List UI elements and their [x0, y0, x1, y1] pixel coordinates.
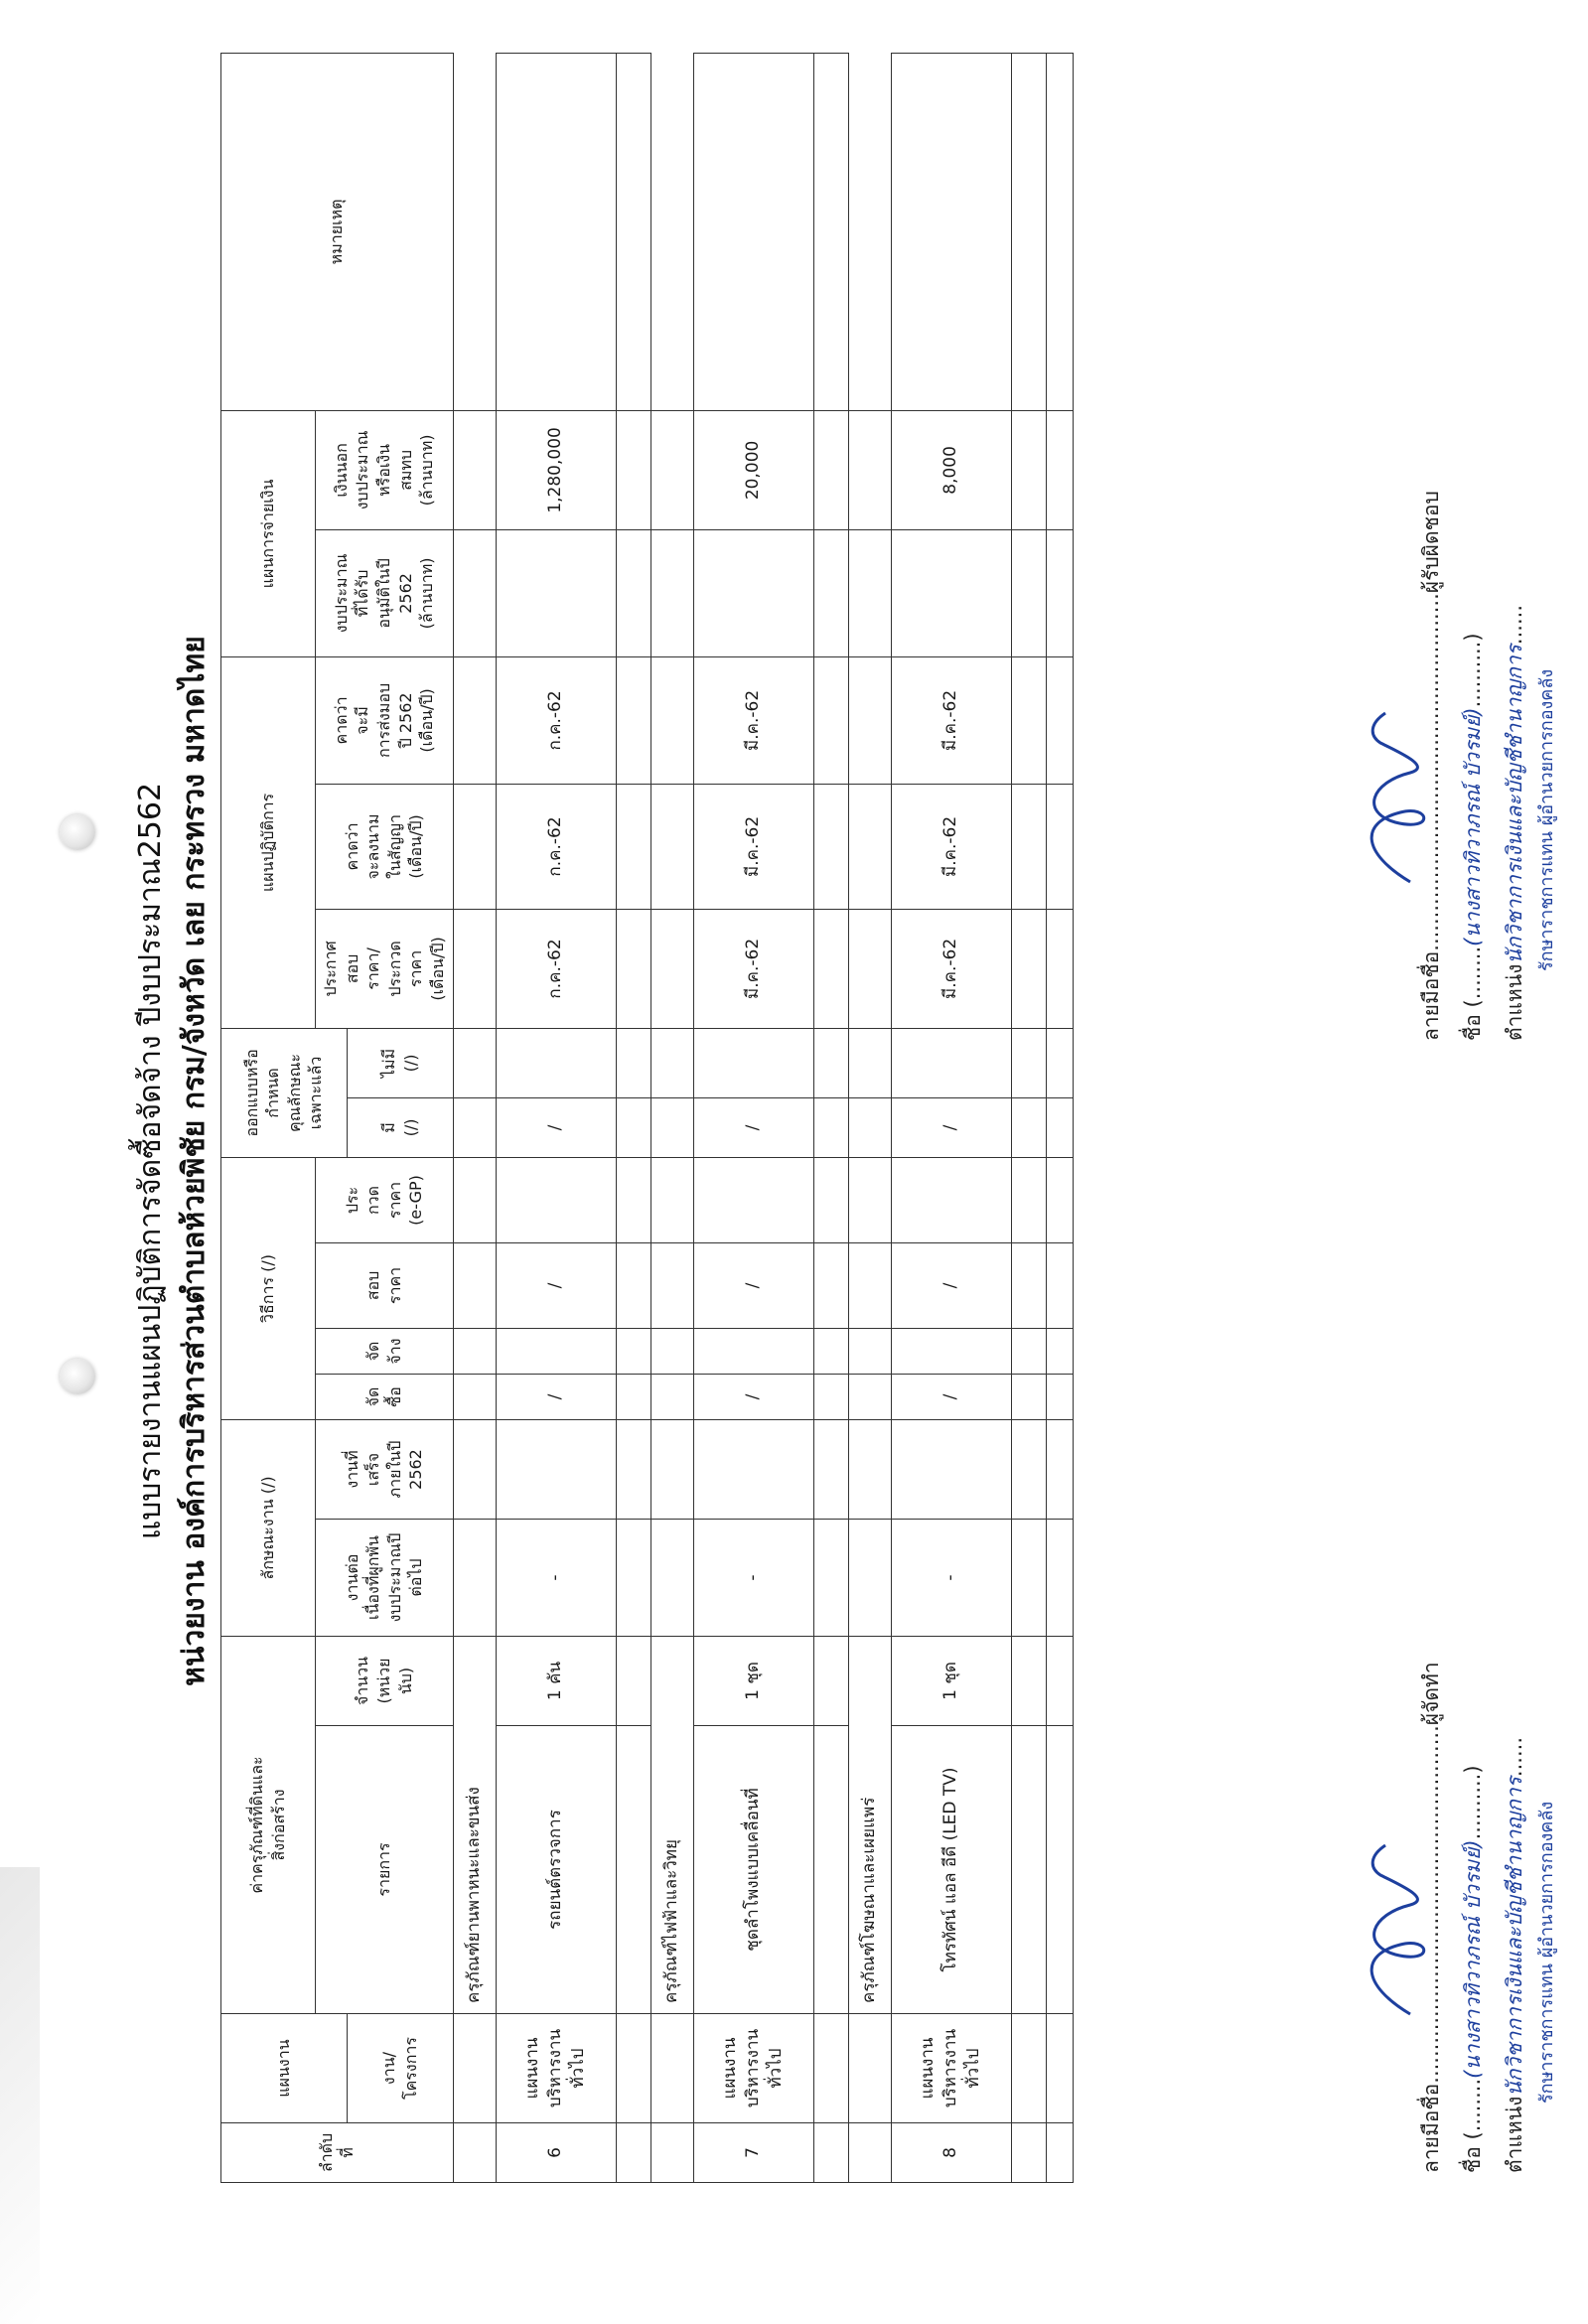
- col-worktype-header: ลักษณะงาน (/): [221, 1419, 316, 1636]
- row-egp: [891, 1157, 1011, 1242]
- row-buy: /: [496, 1374, 616, 1419]
- row-buy: /: [693, 1374, 813, 1419]
- row-delivery: มี.ค.-62: [891, 656, 1011, 784]
- col-buy-header: จัด ซื้อ: [316, 1374, 454, 1419]
- row-continuing: -: [891, 1520, 1011, 1637]
- name-line: ชื่อ (........(นางสาวทิวาภรณ์ บัวรมย์)..........): [1461, 1765, 1485, 2173]
- col-delivery-header: คาดว่า จะมี การส่งมอบ ปี 2562 (เดือน/ปี): [316, 656, 454, 784]
- row-budget: [496, 529, 616, 656]
- handwritten-signature-left: [1341, 1835, 1450, 2024]
- col-hire-header: จัด จ้าง: [316, 1328, 454, 1374]
- row-design-no: [891, 1028, 1011, 1097]
- row-extra: 1,280,000: [496, 410, 616, 529]
- col-project-header: งาน/ โครงการ: [347, 2014, 453, 2123]
- category-label: ครุภัณฑ์ไฟฟ้าและวิทยุ: [650, 1637, 693, 2014]
- row-egp: [496, 1157, 616, 1242]
- row-announce: ก.ค.-62: [496, 909, 616, 1028]
- row-price: /: [891, 1242, 1011, 1328]
- row-plan: แผนงาน บริหารงาน ทั่วไป: [496, 2014, 616, 2123]
- row-price: /: [693, 1242, 813, 1328]
- table-row: [693, 53, 813, 2182]
- table-row: [891, 53, 1011, 2182]
- row-done: [496, 1419, 616, 1519]
- row-item: โทรทัศน์ แอล อีดี (LED TV): [891, 1726, 1011, 2014]
- col-budget-header: งบประมาณ ที่ได้รับ อนุมัติในปี 2562 (ล้านบาท): [316, 529, 454, 656]
- spacer-row: [616, 53, 650, 2182]
- col-price-header: สอบ ราคา: [316, 1242, 454, 1328]
- row-contract: มี.ค.-62: [891, 784, 1011, 909]
- col-remark-header: หมายเหตุ: [221, 53, 454, 410]
- row-qty: 1 คัน: [496, 1637, 616, 1726]
- row-plan: แผนงาน บริหารงาน ทั่วไป: [693, 2014, 813, 2123]
- row-design-yes: /: [496, 1097, 616, 1157]
- row-extra: 8,000: [891, 410, 1011, 529]
- row-continuing: -: [693, 1520, 813, 1637]
- row-extra: 20,000: [693, 410, 813, 529]
- agency-title: หน่วยงาน องค์การบริหารส่วนตำบลห้วยพิชัย กรม/จังหวัด เลย กระทรวง มหาดไทย: [177, 636, 212, 1686]
- table-row: [496, 53, 616, 2182]
- row-egp: [693, 1157, 813, 1242]
- category-row: [650, 53, 693, 2182]
- acting-stamp: รักษาราชการแทน ผู้อำนวยการกองคลัง: [1536, 668, 1557, 971]
- col-egp-header: ประ กวด ราคา (e-GP): [316, 1157, 454, 1242]
- category-row: [453, 53, 496, 2182]
- row-contract: ก.ค.-62: [496, 784, 616, 909]
- spacer-row: [813, 53, 848, 2182]
- col-no-header: ลำดับ ที่: [221, 2123, 454, 2183]
- row-item: ชุดลำโพงแบบเคลื่อนที่: [693, 1726, 813, 2014]
- row-price: /: [496, 1242, 616, 1328]
- row-done: [891, 1419, 1011, 1519]
- col-assets-header: ค่าครุภัณฑ์ที่ดินและ สิ่งก่อสร้าง: [221, 1637, 316, 2014]
- sign-line: ลายมือชื่อ......................................................ผู้รับผิดชอบ: [1419, 491, 1443, 1041]
- name-line: ชื่อ (........(นางสาวทิวาภรณ์ บัวรมย์)..........): [1461, 633, 1485, 1041]
- col-design-yes-header: มี (/): [347, 1097, 453, 1157]
- row-hire: [693, 1328, 813, 1374]
- row-design-yes: /: [693, 1097, 813, 1157]
- row-remark: [693, 53, 813, 410]
- row-design-no: [496, 1028, 616, 1097]
- row-buy: /: [891, 1374, 1011, 1419]
- row-no: 8: [891, 2123, 1011, 2183]
- col-contract-header: คาดว่า จะลงนาม ในสัญญา (เดือน/ปี): [316, 784, 454, 909]
- col-design-no-header: ไม่มี (/): [347, 1028, 453, 1097]
- row-design-yes: /: [891, 1097, 1011, 1157]
- category-label: ครุภัณฑ์ยานพาหนะและขนส่ง: [453, 1637, 496, 2014]
- responsible-signature-block: [1410, 491, 1559, 1041]
- category-label: ครุภัณฑ์โฆษณาและเผยแพร่: [848, 1637, 891, 2014]
- col-extra-header: เงินนอก งบประมาณ หรือเงิน สมทบ (ล้านบาท): [316, 410, 454, 529]
- row-delivery: ก.ค.-62: [496, 656, 616, 784]
- row-qty: 1 ชุด: [891, 1637, 1011, 1726]
- row-qty: 1 ชุด: [693, 1637, 813, 1726]
- acting-stamp: รักษาราชการแทน ผู้อำนวยการกองคลัง: [1536, 1801, 1557, 2104]
- row-design-no: [693, 1028, 813, 1097]
- row-announce: มี.ค.-62: [693, 909, 813, 1028]
- col-item-header: รายการ: [316, 1726, 454, 2014]
- sign-line: ลายมือชื่อ......................................................ผู้จัดทำ: [1419, 1662, 1443, 2173]
- col-continue-header: งานต่อ เนื่องที่ผูกพัน งบประมาณปี ต่อไป: [316, 1520, 454, 1637]
- row-budget: [891, 529, 1011, 656]
- row-remark: [891, 53, 1011, 410]
- position-line: ตำแหน่งนักวิชาการเงินและบัญชีชำนาญการ......: [1503, 1737, 1526, 2173]
- row-contract: มี.ค.-62: [693, 784, 813, 909]
- row-hire: [496, 1328, 616, 1374]
- col-opplan-header: แผนปฏิบัติการ: [221, 656, 316, 1028]
- row-done: [693, 1419, 813, 1519]
- row-continuing: -: [496, 1520, 616, 1637]
- row-announce: มี.ค.-62: [891, 909, 1011, 1028]
- row-item: รถยนต์ตรวจการ: [496, 1726, 616, 2014]
- col-qty-header: จำนวน (หน่วย นับ): [316, 1637, 454, 1726]
- row-plan: แผนงาน บริหารงาน ทั่วไป: [891, 2014, 1011, 2123]
- procurement-plan-table: [220, 53, 1074, 2183]
- col-done-header: งานที่ เสร็จ ภายในปี 2562: [316, 1419, 454, 1519]
- spacer-row: [1046, 53, 1073, 2182]
- spacer-row: [1011, 53, 1046, 2182]
- col-payplan-header: แผนการจ่ายเงิน: [221, 410, 316, 656]
- col-plan-header: แผนงาน: [221, 2014, 348, 2123]
- row-remark: [496, 53, 616, 410]
- preparer-signature-block: [1410, 1662, 1559, 2173]
- row-no: 7: [693, 2123, 813, 2183]
- report-title: แบบรายงานแผนปฏิบัติการจัดซื้อจัดจ้าง ปีงบประมาณ2562: [133, 782, 168, 1540]
- col-design-header: ออกแบบหรือ กำหนด คุณลักษณะ เฉพาะแล้ว: [221, 1028, 348, 1157]
- row-delivery: มี.ค.-62: [693, 656, 813, 784]
- row-hire: [891, 1328, 1011, 1374]
- position-line: ตำแหน่งนักวิชาการเงินและบัญชีชำนาญการ......: [1503, 605, 1526, 1041]
- category-row: [848, 53, 891, 2182]
- row-budget: [693, 529, 813, 656]
- col-announce-header: ประกาศ สอบ ราคา/ ประกวด ราคา (เดือน/ปี): [316, 909, 454, 1028]
- row-no: 6: [496, 2123, 616, 2183]
- handwritten-signature-right: [1341, 703, 1450, 892]
- col-method-header: วิธีการ (/): [221, 1157, 316, 1419]
